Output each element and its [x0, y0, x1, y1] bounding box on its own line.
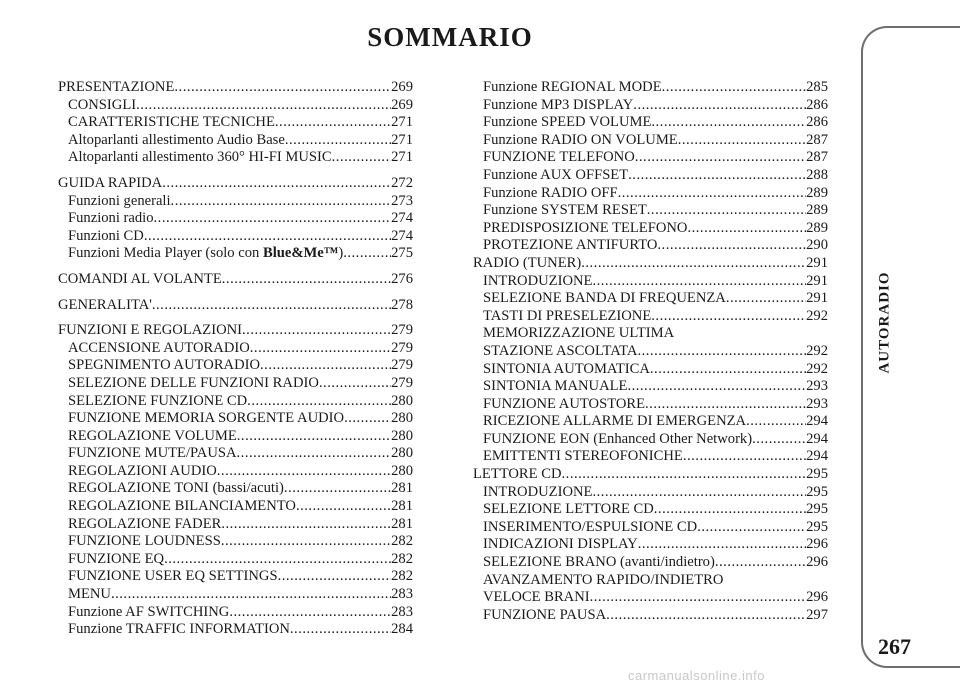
toc-entry[interactable]	[473, 290, 828, 308]
toc-entry-label: REGOLAZIONE VOLUME	[68, 427, 237, 444]
toc-entry-page: 282	[391, 568, 413, 585]
toc-entry-page: 282	[391, 533, 413, 550]
toc-entry-label: Funzioni Media Player (solo con Blue&Me™)	[68, 245, 344, 262]
toc-entry-page: 279	[391, 339, 413, 356]
leader-dots	[657, 237, 806, 255]
section-tab-label: AUTORADIO	[876, 270, 893, 374]
leader-dots	[592, 273, 806, 291]
toc-entry-label: PROTEZIONE ANTIFURTO	[483, 237, 658, 254]
leader-dots	[164, 551, 391, 569]
toc-entry-page: 280	[391, 462, 413, 479]
toc-entry-label: EMITTENTI STEREOFONICHE	[483, 448, 683, 465]
toc-entry-label: Funzione RADIO OFF	[483, 184, 618, 201]
leader-dots	[637, 343, 806, 361]
toc-entry-label: SINTONIA AUTOMATICA	[483, 360, 650, 377]
leader-dots	[171, 193, 392, 211]
toc-entry-page: 297	[806, 606, 828, 623]
toc-entry-label: INTRODUZIONE	[483, 272, 593, 289]
toc-entry[interactable]	[473, 255, 828, 273]
toc-entry[interactable]	[473, 149, 828, 167]
toc-entry[interactable]	[58, 621, 413, 639]
leader-dots	[290, 621, 391, 639]
toc-entry[interactable]	[473, 589, 828, 607]
toc-entry[interactable]	[58, 480, 413, 498]
toc-entry[interactable]	[473, 431, 828, 449]
toc-entry-label: Funzione AF SWITCHING	[68, 603, 230, 620]
toc-entry[interactable]	[58, 132, 413, 150]
toc-entry[interactable]	[473, 308, 828, 326]
leader-dots	[633, 97, 806, 115]
leader-dots	[136, 97, 391, 115]
toc-entry-page: 272	[391, 174, 413, 191]
toc-entry-label: COMANDI AL VOLANTE	[58, 270, 222, 287]
toc-entry-label: Altoparlanti allestimento 360° HI-FI MUSIC	[68, 149, 332, 166]
leader-dots	[562, 466, 807, 484]
toc-entry-page: 273	[391, 192, 413, 209]
leader-dots	[222, 271, 391, 289]
toc-entry-page: 280	[391, 410, 413, 427]
leader-dots	[687, 220, 806, 238]
toc-entry-label: AVANZAMENTO RAPIDO/INDIETRO	[483, 571, 724, 588]
toc-entry-label: RICEZIONE ALLARME DI EMERGENZA	[483, 413, 747, 430]
toc-entry-label: SELEZIONE FUNZIONE CD	[68, 392, 248, 409]
toc-entry-page: 284	[391, 621, 413, 638]
toc-entry[interactable]	[473, 448, 828, 466]
toc-entry-label: Funzione MP3 DISPLAY	[483, 96, 634, 113]
toc-entry[interactable]	[473, 167, 828, 185]
toc-entry[interactable]	[58, 586, 413, 604]
toc-entry[interactable]	[58, 445, 413, 463]
toc-entry-label: ACCENSIONE AUTORADIO	[68, 339, 250, 356]
toc-entry-page: 283	[391, 603, 413, 620]
toc-entry[interactable]	[58, 375, 413, 393]
toc-entry-page: 292	[806, 342, 828, 359]
leader-dots	[651, 308, 806, 326]
toc-entry-page: 281	[391, 515, 413, 532]
toc-entry-page: 291	[806, 290, 828, 307]
toc-entry-label: Funzione REGIONAL MODE	[483, 79, 662, 95]
toc-entry-label: Funzioni CD	[68, 227, 144, 244]
toc-entry-label: Funzione SYSTEM RESET	[483, 202, 647, 219]
leader-dots	[746, 413, 806, 431]
toc-entry-label: STAZIONE ASCOLTATA	[483, 342, 638, 359]
leader-dots	[242, 322, 391, 340]
toc-entry[interactable]	[473, 79, 828, 97]
toc-entry[interactable]	[58, 463, 413, 481]
toc-entry-page: 293	[806, 378, 828, 395]
toc-entry-label: SELEZIONE BRANO (avanti/indietro)	[483, 554, 715, 571]
leader-dots	[296, 498, 391, 516]
toc-entry-label: REGOLAZIONE FADER	[68, 515, 222, 532]
leader-dots	[144, 228, 391, 246]
leader-dots	[715, 554, 806, 572]
toc-entry[interactable]	[58, 533, 413, 551]
toc-entry-page: 295	[806, 483, 828, 500]
toc-entry[interactable]	[58, 604, 413, 622]
leader-dots	[152, 297, 391, 315]
toc-entry[interactable]	[473, 273, 828, 291]
toc-entry[interactable]	[473, 501, 828, 519]
toc-entry[interactable]	[473, 484, 828, 502]
toc-entry-label: FUNZIONE LOUDNESS	[68, 533, 221, 550]
toc-entry-label: MENU	[68, 586, 111, 603]
leader-dots	[332, 149, 391, 167]
leader-dots	[221, 533, 391, 551]
toc-entry-page: 275	[391, 245, 413, 262]
toc-entry-label: Funzione RADIO ON VOLUME	[483, 131, 678, 148]
toc-entry[interactable]	[58, 428, 413, 446]
toc-entry-label: CONSIGLI	[68, 96, 137, 113]
toc-entry-label: Funzione SPEED VOLUME	[483, 114, 652, 131]
leader-dots	[627, 378, 806, 396]
leader-dots	[260, 357, 391, 375]
toc-entry-page: 292	[806, 360, 828, 377]
leader-dots	[237, 445, 392, 463]
toc-entry[interactable]	[58, 551, 413, 569]
toc-entry-page: 282	[391, 550, 413, 567]
leader-dots	[278, 568, 392, 586]
toc-entry-page: 287	[806, 131, 828, 148]
toc-entry-label: Funzioni radio	[68, 210, 154, 227]
toc-entry[interactable]	[58, 175, 413, 193]
leader-dots	[654, 501, 806, 519]
toc-entry-page: 296	[806, 536, 828, 553]
leader-dots	[319, 375, 391, 393]
toc-entry[interactable]	[58, 271, 413, 289]
toc-entry[interactable]	[473, 378, 828, 396]
leader-dots	[628, 167, 806, 185]
toc-entry-label: MEMORIZZAZIONE ULTIMA	[483, 325, 675, 342]
leader-dots	[590, 589, 806, 607]
toc-entry[interactable]	[58, 193, 413, 211]
toc-entry-page: 286	[806, 114, 828, 131]
toc-entry-page: 288	[806, 166, 828, 183]
toc-entry-page: 295	[806, 501, 828, 518]
toc-entry[interactable]	[473, 607, 828, 625]
toc-entry-page: 283	[391, 586, 413, 603]
toc-entry[interactable]	[58, 516, 413, 534]
toc-entry[interactable]	[473, 396, 828, 414]
leader-dots	[162, 175, 391, 193]
toc-entry-label: LETTORE CD	[473, 466, 562, 483]
leader-dots	[645, 396, 806, 414]
toc-entry-label: GUIDA RAPIDA	[58, 174, 163, 191]
toc-entry[interactable]	[473, 413, 828, 431]
toc-entry-label: Funzione TRAFFIC INFORMATION	[68, 621, 290, 638]
toc-entry[interactable]	[58, 357, 413, 375]
leader-dots	[606, 607, 806, 625]
toc-entry-page: 271	[391, 114, 413, 131]
toc-entry-label: FUNZIONE TELEFONO	[483, 149, 635, 166]
toc-entry[interactable]	[58, 498, 413, 516]
leader-dots	[651, 114, 806, 132]
toc-entry-page: 276	[391, 270, 413, 287]
leader-dots	[111, 586, 391, 604]
watermark: carmanualsonline.info	[628, 668, 765, 683]
toc-entry-page: 290	[806, 237, 828, 254]
toc-entry-page: 294	[806, 430, 828, 447]
toc-entry-label: PREDISPOSIZIONE TELEFONO	[483, 219, 688, 236]
toc-entry-page: 281	[391, 498, 413, 515]
toc-entry-label: PRESENTAZIONE	[58, 79, 175, 95]
toc-entry[interactable]	[58, 114, 413, 132]
toc-entry-label: FUNZIONI E REGOLAZIONI	[58, 322, 243, 339]
leader-dots	[154, 210, 392, 228]
toc-entry-label: FUNZIONE USER EQ SETTINGS	[68, 568, 278, 585]
toc-entry-label: SELEZIONE LETTORE CD	[483, 501, 654, 518]
toc-entry-page: 287	[806, 149, 828, 166]
toc-entry-label: FUNZIONE MEMORIA SORGENTE AUDIO	[68, 410, 345, 427]
toc-entry-page: 281	[391, 480, 413, 497]
toc-entry-page: 286	[806, 96, 828, 113]
leader-dots	[650, 361, 806, 379]
toc-entry-page: 291	[806, 254, 828, 271]
toc-entry-label: REGOLAZIONI AUDIO	[68, 462, 217, 479]
toc-entry[interactable]	[473, 536, 828, 554]
toc-entry-label: Funzioni generali	[68, 192, 171, 209]
toc-entry-page: 289	[806, 184, 828, 201]
toc-entry-page: 280	[391, 392, 413, 409]
toc-entry-page: 274	[391, 210, 413, 227]
leader-dots	[635, 149, 806, 167]
toc-entry-page: 293	[806, 395, 828, 412]
toc-entry-label: SINTONIA MANUALE	[483, 378, 628, 395]
toc-entry-page: 289	[806, 219, 828, 236]
toc-entry[interactable]	[58, 410, 413, 428]
toc-entry[interactable]	[473, 237, 828, 255]
toc-entry-page: 295	[806, 466, 828, 483]
toc-entry[interactable]	[58, 210, 413, 228]
toc-entry[interactable]	[58, 340, 413, 358]
toc-entry-page: 269	[391, 96, 413, 113]
toc-entry[interactable]	[58, 149, 413, 167]
leader-dots	[647, 202, 806, 220]
leader-dots	[247, 393, 391, 411]
toc-entry-page: 271	[391, 149, 413, 166]
toc-entry-label: SPEGNIMENTO AUTORADIO	[68, 357, 261, 374]
leader-dots	[592, 484, 806, 502]
toc-entry-page: 292	[806, 307, 828, 324]
leader-dots	[229, 604, 391, 622]
toc-entry-label: Funzione AUX OFFSET	[483, 166, 629, 183]
toc-right-column	[473, 79, 828, 624]
toc-entry-page: 285	[806, 79, 828, 95]
section-tab-label-wrap	[870, 222, 900, 422]
toc-entry-page: 278	[391, 296, 413, 313]
toc-entry-label: FUNZIONE EON (Enhanced Other Network)	[483, 430, 753, 447]
leader-dots	[285, 132, 391, 150]
toc-entry[interactable]	[58, 97, 413, 115]
toc-entry[interactable]	[58, 228, 413, 246]
leader-dots	[683, 448, 806, 466]
leader-dots	[726, 290, 806, 308]
leader-dots	[678, 132, 806, 150]
toc-entry-page: 291	[806, 272, 828, 289]
toc-entry-label: SELEZIONE BANDA DI FREQUENZA	[483, 290, 726, 307]
toc-entry-page: 279	[391, 357, 413, 374]
toc-entry-page: 295	[806, 518, 828, 535]
toc-entry-page: 280	[391, 427, 413, 444]
leader-dots	[344, 410, 391, 428]
toc-entry-label: CARATTERISTICHE TECNICHE	[68, 114, 275, 131]
toc-entry-page: 269	[391, 79, 413, 95]
toc-entry[interactable]	[473, 202, 828, 220]
toc-entry[interactable]	[473, 185, 828, 203]
toc-entry[interactable]	[473, 361, 828, 379]
toc-entry-page: 294	[806, 413, 828, 430]
toc-entry-label: INSERIMENTO/ESPULSIONE CD	[483, 518, 698, 535]
leader-dots	[581, 255, 806, 273]
toc-entry-label: INDICAZIONI DISPLAY	[483, 536, 638, 553]
toc-entry[interactable]	[58, 79, 413, 97]
leader-dots	[343, 245, 391, 263]
toc-entry[interactable]	[58, 322, 413, 340]
leader-dots	[250, 340, 391, 358]
toc-entry[interactable]	[473, 572, 828, 590]
toc-entry[interactable]	[473, 114, 828, 132]
page-title: SOMMARIO	[367, 22, 533, 52]
leader-dots	[275, 114, 391, 132]
toc-entry-label: FUNZIONE EQ	[68, 550, 165, 567]
leader-dots	[638, 536, 806, 554]
toc-entry[interactable]	[58, 245, 413, 263]
leader-dots	[174, 79, 391, 97]
toc-entry-page: 279	[391, 374, 413, 391]
toc-entry-label: REGOLAZIONE TONI (bassi/acuti)	[68, 480, 284, 497]
leader-dots	[221, 516, 391, 534]
leader-dots	[217, 463, 391, 481]
toc-entry[interactable]	[473, 343, 828, 361]
toc-entry-page: 274	[391, 227, 413, 244]
toc-entry[interactable]	[473, 519, 828, 537]
toc-entry-label: Altoparlanti allestimento Audio Base	[68, 131, 285, 148]
toc-entry-page: 271	[391, 131, 413, 148]
toc-entry-label: TASTI DI PRESELEZIONE	[483, 307, 652, 324]
toc-entry-label: INTRODUZIONE	[483, 483, 593, 500]
toc-entry[interactable]	[473, 554, 828, 572]
leader-dots	[284, 480, 391, 498]
toc-entry[interactable]	[473, 325, 828, 343]
toc-entry-page: 296	[806, 554, 828, 571]
toc-entry-page: 296	[806, 589, 828, 606]
toc-entry-label: REGOLAZIONE BILANCIAMENTO	[68, 498, 296, 515]
toc-entry[interactable]	[473, 132, 828, 150]
toc-entry[interactable]	[473, 220, 828, 238]
toc-entry-label: GENERALITA'	[58, 296, 152, 313]
toc-entry-page: 294	[806, 448, 828, 465]
leader-dots	[662, 79, 806, 97]
toc-entry-label: SELEZIONE DELLE FUNZIONI RADIO	[68, 374, 319, 391]
toc-entry-label: FUNZIONE AUTOSTORE	[483, 395, 646, 412]
toc-entry[interactable]	[473, 97, 828, 115]
toc-left-column	[58, 79, 413, 639]
toc-entry-label: FUNZIONE PAUSA	[483, 606, 607, 623]
toc-entry[interactable]	[58, 393, 413, 411]
toc-entry[interactable]	[58, 297, 413, 315]
leader-dots	[237, 428, 391, 446]
toc-entry-label: FUNZIONE MUTE/PAUSA	[68, 445, 237, 462]
page-number: 267	[878, 634, 911, 659]
toc-entry-page: 279	[391, 322, 413, 339]
toc-entry-label: RADIO (TUNER)	[473, 254, 582, 271]
toc-entry[interactable]	[58, 568, 413, 586]
leader-dots	[752, 431, 806, 449]
toc-entry-label: VELOCE BRANI	[483, 589, 590, 606]
toc-entry-page: 280	[391, 445, 413, 462]
toc-entry-page: 289	[806, 202, 828, 219]
leader-dots	[697, 519, 806, 537]
toc-entry[interactable]	[473, 466, 828, 484]
leader-dots	[618, 185, 807, 203]
